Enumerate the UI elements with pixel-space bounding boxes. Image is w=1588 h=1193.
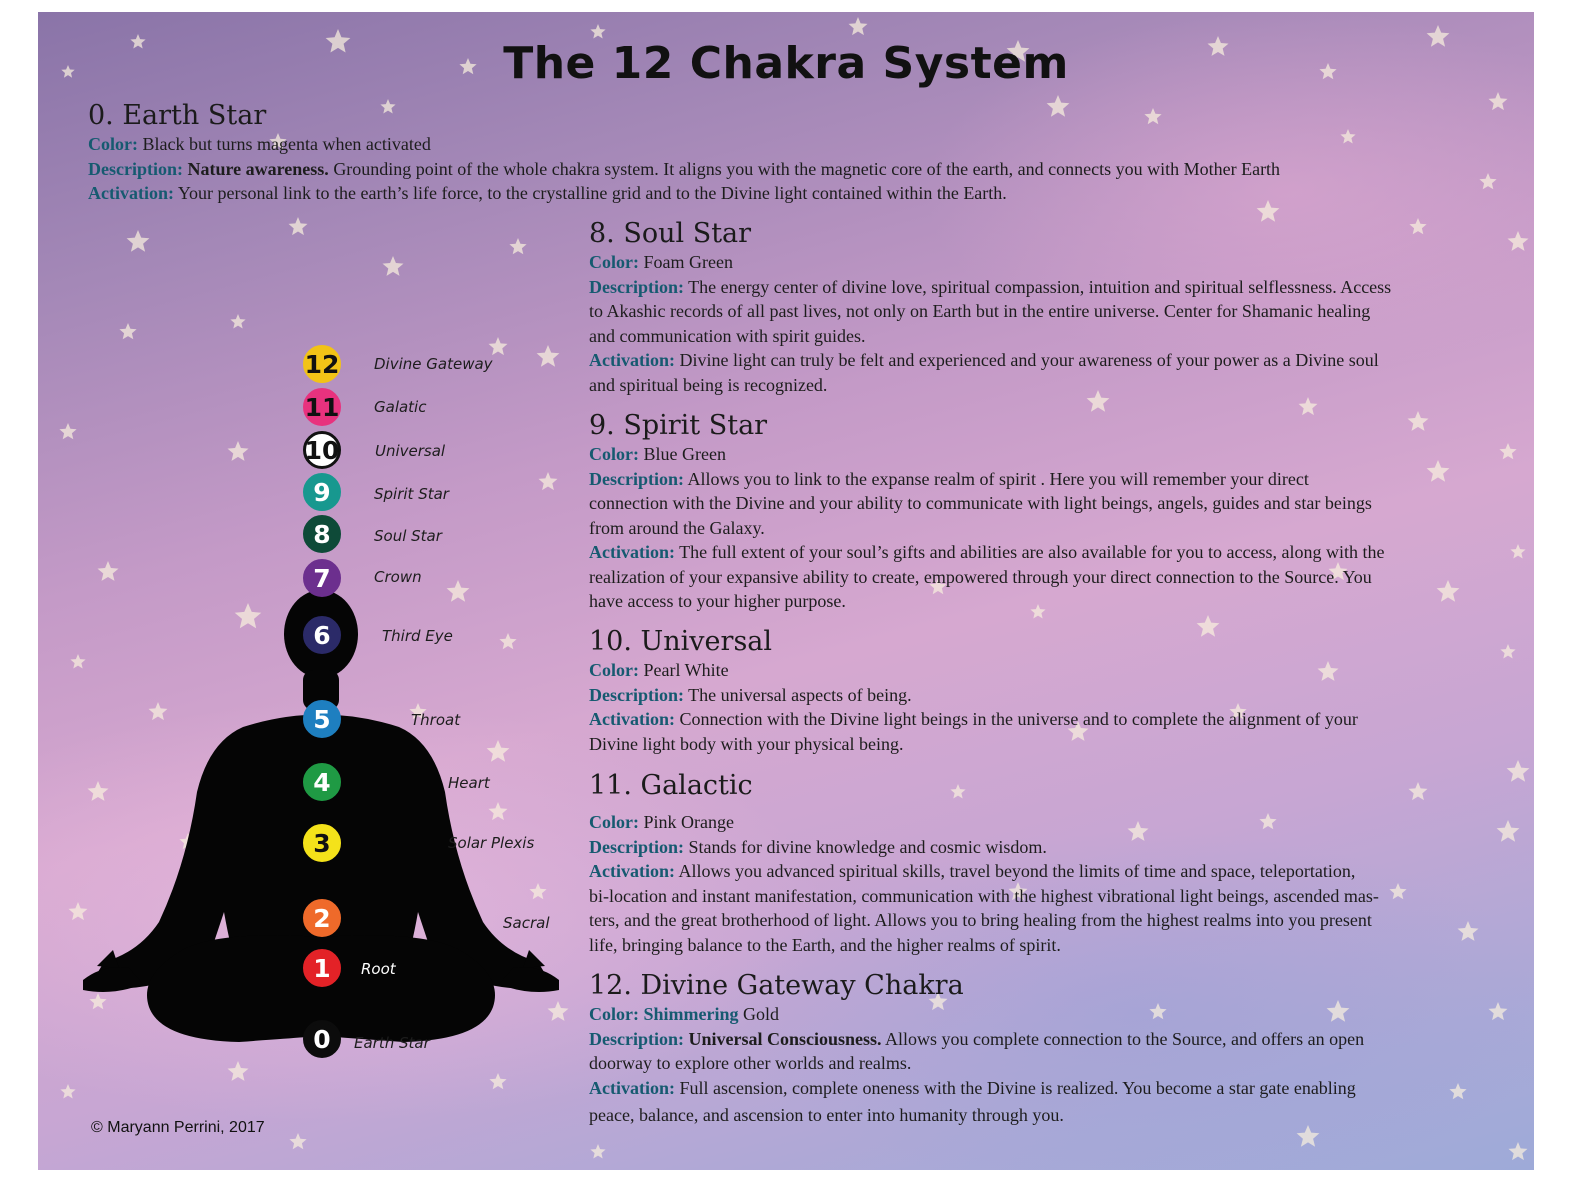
description-label: Description: [589, 684, 684, 705]
activation-text: Divine light body with your physical being. [589, 733, 904, 754]
section-earth-star [88, 100, 1508, 206]
chakra-number: 9 [313, 477, 331, 507]
activation-label: Activation: [589, 709, 675, 729]
star-decoration [489, 337, 508, 355]
chakra-3-circle [303, 824, 341, 862]
star-decoration [1297, 1125, 1320, 1147]
activation-text: life, bringing balance to the Earth, and the higher realms of spirit. [589, 934, 1061, 955]
activation-label: Activation: [589, 542, 675, 562]
chakra-number: 11 [304, 392, 340, 422]
chakra-1-label: Root [361, 960, 396, 978]
activation-text: Allows you advanced spiritual skills, travel beyond the limits of time and space, teleportation, [678, 861, 1356, 881]
activation-text: have access to your higher purpose. [589, 591, 846, 611]
star-decoration [489, 1073, 506, 1089]
chakra-number: 6 [313, 620, 331, 650]
description-keyword: Universal Consciousness. [688, 1028, 882, 1049]
chakra-5-circle [303, 700, 341, 738]
color-label: Color: [589, 252, 639, 272]
color-label: Color: [88, 134, 138, 154]
star-decoration [98, 561, 119, 581]
chakra-number: 3 [313, 828, 331, 858]
color-label: Color: [589, 1004, 639, 1024]
description-label: Description: [589, 276, 684, 297]
chakra-number: 1 [313, 953, 331, 983]
chakra-poster [38, 12, 1534, 1170]
color-value: Black but turns magenta when activated [142, 134, 431, 154]
star-decoration [383, 256, 404, 276]
color-value: Pink Orange [643, 812, 734, 832]
star-decoration [537, 345, 560, 367]
chakra-11-circle [303, 388, 341, 426]
chakra-4-circle [303, 763, 341, 801]
chakra-number: 7 [313, 563, 331, 593]
color-label: Color: [589, 812, 639, 832]
chakra-7-label: Crown [374, 568, 422, 586]
activation-text: Full ascension, complete oneness with the Divine is realized. You become a star gate enabling [679, 1077, 1356, 1098]
chakra-12-label: Divine Gateway [374, 355, 493, 373]
section-title: 11. Galactic [589, 770, 753, 801]
description-text: Allows you to link to the expanse realm of spirit . Here you will remember your direct [687, 468, 1309, 489]
chakra-6-label: Third Eye [382, 627, 453, 645]
chakra-number: 5 [313, 704, 331, 734]
star-decoration [228, 1061, 249, 1081]
chakra-11-label: Galatic [374, 398, 427, 416]
chakra-number: 0 [313, 1024, 331, 1054]
copyright-notice: © Maryann Perrini, 2017 [91, 1119, 265, 1136]
star-decoration [849, 17, 868, 35]
star-decoration [127, 230, 150, 252]
activation-text: Divine light can truly be felt and experienced and your awareness of your power as a Divine soul [679, 350, 1379, 370]
star-decoration [119, 323, 136, 339]
star-decoration [539, 472, 558, 490]
star-decoration [59, 423, 76, 439]
chakra-2-label: Sacral [503, 914, 550, 932]
description-label: Description: [589, 1028, 684, 1049]
chakra-10-label: Universal [375, 442, 446, 460]
description-text: Allows you complete connection to the Source, and offers an open [885, 1028, 1365, 1049]
chakra-6-circle [303, 616, 341, 654]
star-decoration [590, 24, 605, 39]
section-galactic [589, 770, 1519, 957]
color-label: Color: [589, 660, 639, 680]
activation-text: peace, balance, and ascension to enter into humanity through you. [589, 1105, 1064, 1125]
chakra-8-label: Soul Star [374, 527, 442, 545]
description-text: The universal aspects of being. [688, 684, 912, 705]
chakra-number: 4 [313, 767, 331, 797]
section-divine-gateway [589, 970, 1519, 1128]
chakra-10-circle [303, 431, 341, 469]
chakra-7-circle [303, 559, 341, 597]
activation-label: Activation: [589, 861, 675, 881]
star-decoration [1509, 1142, 1528, 1160]
activation-label: Activation: [589, 1077, 675, 1098]
description-text: Stands for divine knowledge and cosmic wisdom. [688, 836, 1047, 857]
chakra-number: 2 [313, 903, 331, 933]
activation-text: and spiritual being is recognized. [589, 374, 828, 395]
star-decoration [509, 238, 526, 254]
section-title: 0. Earth Star [88, 100, 267, 131]
page-title: The 12 Chakra System [503, 38, 1069, 89]
color-value: Foam Green [643, 252, 733, 272]
section-universal [589, 626, 1519, 756]
description-text: The energy center of divine love, spiritual compassion, intuition and spiritual selflessness. Access [688, 276, 1392, 297]
chakra-number: 10 [304, 435, 340, 465]
color-value: Pearl White [643, 660, 729, 680]
color-keyword: Shimmering [643, 1004, 739, 1024]
description-label: Description: [88, 158, 183, 179]
activation-text: Connection with the Divine light beings in the universe and to complete the alignment of your [679, 709, 1358, 729]
description-text: Grounding point of the whole chakra system. It aligns you with the magnetic core of the earth, and connects you with Mother Earth [333, 158, 1281, 179]
chakra-1-circle [303, 949, 341, 987]
activation-label: Activation: [589, 350, 675, 370]
color-value: Gold [743, 1004, 779, 1024]
color-value: Blue Green [643, 444, 726, 464]
chakra-9-label: Spirit Star [374, 485, 449, 503]
color-label: Color: [589, 444, 639, 464]
description-text: and communication with spirit guides. [589, 325, 866, 346]
activation-label: Activation: [88, 183, 174, 203]
activation-text: ters, and the great brotherhood of light. Allows you to bring healing from the highest realms into you present [589, 910, 1372, 930]
section-title: 10. Universal [589, 626, 773, 657]
chakra-8-circle [303, 515, 341, 553]
star-decoration [289, 1133, 306, 1149]
section-title: 9. Spirit Star [589, 410, 768, 441]
section-title: 12. Divine Gateway Chakra [589, 970, 964, 1001]
star-decoration [228, 441, 249, 461]
chakra-number: 12 [304, 349, 340, 379]
star-decoration [590, 1144, 605, 1159]
chakra-4-label: Heart [448, 774, 490, 792]
star-decoration [60, 1084, 75, 1099]
activation-text: bi-location and instant manifestation, communication with the highest vibrational light beings, ascended mas- [589, 885, 1379, 906]
activation-text: realization of your expansive ability to create, empowered through your direct connection to the Source. You [589, 566, 1372, 587]
activation-text: The full extent of your soul’s gifts and abilities are also available for you to access, along with the [679, 542, 1385, 562]
description-keyword: Nature awareness. [187, 158, 329, 179]
chakra-number: 8 [313, 519, 331, 549]
description-text: from around the Galaxy. [589, 517, 765, 538]
description-text: connection with the Divine and your ability to communicate with light beings, angels, guides and star beings [589, 493, 1372, 513]
activation-text: Your personal link to the earth’s life force, to the crystalline grid and to the Divine light contained within the Earth. [177, 183, 1007, 203]
section-title: 8. Soul Star [589, 218, 752, 249]
chakra-5-label: Throat [411, 711, 461, 729]
description-label: Description: [589, 468, 684, 489]
chakra-9-circle [303, 473, 341, 511]
chakra-3-label: Solar Plexis [448, 834, 535, 852]
chakra-12-circle [303, 345, 341, 383]
chakra-0-label: Earth Star [354, 1034, 430, 1052]
chakra-0-circle [303, 1020, 341, 1058]
description-text: doorway to explore other worlds and realms. [589, 1053, 912, 1073]
description-label: Description: [589, 836, 684, 857]
chakra-2-circle [303, 899, 341, 937]
section-spirit-star [589, 410, 1519, 614]
section-soul-star [589, 218, 1519, 397]
description-text: to Akashic records of all past lives, not only on Earth but in the entire universe. Center for Shamanic healing [589, 301, 1371, 321]
star-decoration [289, 217, 308, 235]
star-decoration [230, 314, 245, 329]
